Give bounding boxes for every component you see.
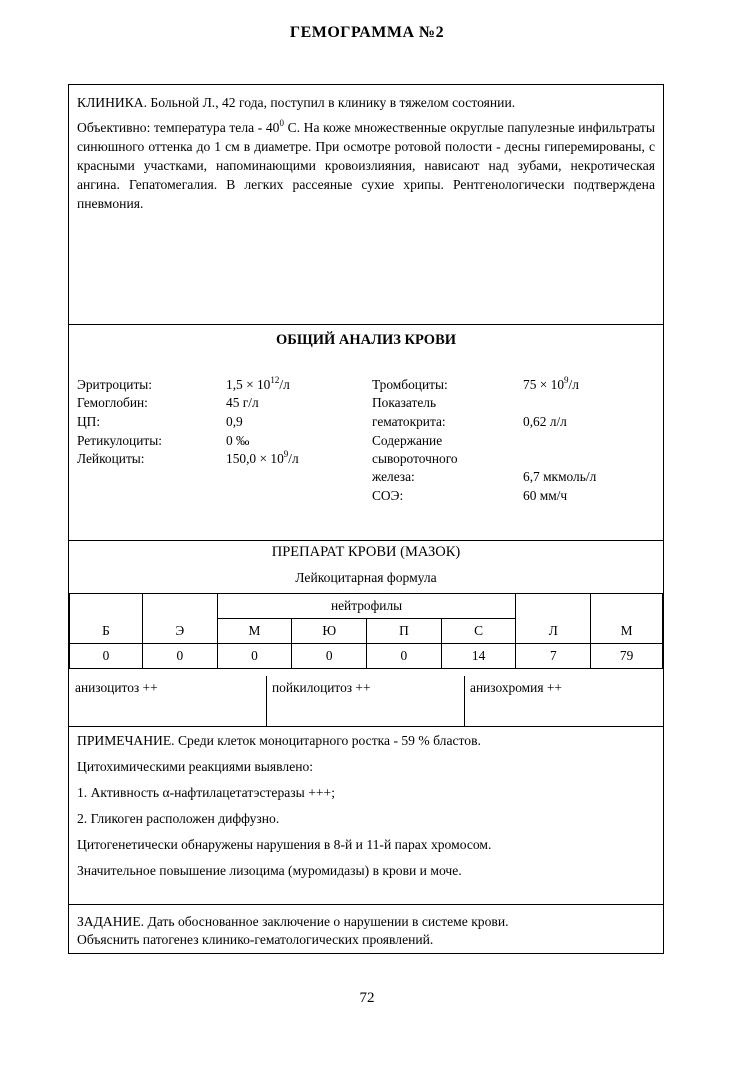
neutrophils-header: нейтрофилы xyxy=(217,594,516,619)
ci-value: 0,9 xyxy=(226,414,243,429)
blood-analysis-heading: ОБЩИЙ АНАЛИЗ КРОВИ xyxy=(275,332,457,348)
col-header-band: П xyxy=(367,619,442,644)
erythrocytes-exponent: 12 xyxy=(270,375,280,385)
note-line: 1. Активность α-нафтилацетатэстеразы +++; xyxy=(77,785,335,800)
leukocytes-unit: /л xyxy=(288,451,299,466)
clinic-intro: КЛИНИКА. Больной Л., 42 года, поступил в клинику в тяжелом состоянии. xyxy=(77,95,516,110)
erythrocytes-number: 1,5 × 10 xyxy=(226,377,271,392)
note-line: 2. Гликоген расположен диффузно. xyxy=(77,811,280,826)
blood-analysis-section xyxy=(69,329,663,349)
smear-section xyxy=(69,544,663,561)
leukocytes-value xyxy=(226,449,299,468)
divider xyxy=(69,324,663,325)
note-line: Значительное повышение лизоцима (муромидазы) в крови и моче. xyxy=(77,863,462,878)
iron-label-line2: сывороточного xyxy=(372,451,458,466)
value-basophils: 0 xyxy=(70,644,143,669)
hematocrit-value: 0,62 л/л xyxy=(523,414,567,429)
iron-label-line1: Содержание xyxy=(372,433,443,448)
table-cell xyxy=(516,594,591,619)
hematocrit-label-line2: гематокрита: xyxy=(372,414,446,429)
anisochromia: анизохромия ++ xyxy=(470,680,562,695)
page-title: ГЕМОГРАММА №2 xyxy=(289,24,445,41)
col-header-basophils: Б xyxy=(70,619,143,644)
platelets-number: 75 × 10 xyxy=(523,377,565,392)
leukocytes-number: 150,0 × 10 xyxy=(226,451,284,466)
value-myelocytes: 0 xyxy=(217,644,292,669)
value-eosinophils: 0 xyxy=(142,644,217,669)
hemogram-frame xyxy=(68,84,664,954)
reticulocytes-label: Ретикулоциты: xyxy=(77,433,162,448)
leukocyte-formula-table xyxy=(69,593,663,669)
esr-value: 60 мм/ч xyxy=(523,488,568,503)
anisocytosis: анизоцитоз ++ xyxy=(75,680,158,695)
task-line: Объяснить патогенез клинико-гематологических проявлений. xyxy=(77,932,434,947)
platelets-exponent: 9 xyxy=(564,375,569,385)
leukocyte-formula-heading: Лейкоцитарная формула xyxy=(295,570,437,585)
page-number: 72 xyxy=(359,990,375,1006)
ci-label: ЦП: xyxy=(77,414,101,429)
task-section xyxy=(69,913,663,949)
leukocytes-exponent: 9 xyxy=(283,449,289,459)
note-line: ПРИМЕЧАНИЕ. Среди клеток моноцитарного ростка - 59 % бластов. xyxy=(77,733,481,748)
clinic-objective xyxy=(77,118,655,213)
leukocytes-label: Лейкоциты: xyxy=(77,451,145,466)
value-metamyelocytes: 0 xyxy=(292,644,367,669)
hematocrit-label-line1: Показатель xyxy=(372,395,437,410)
col-header-segmented: С xyxy=(441,619,516,644)
note-line: Цитогенетически обнаружены нарушения в 8-й и 11-й парах хромосом. xyxy=(77,837,492,852)
hemoglobin-value: 45 г/л xyxy=(226,395,259,410)
platelets-label: Тромбоциты: xyxy=(372,377,448,392)
value-band: 0 xyxy=(367,644,442,669)
divider xyxy=(69,540,663,541)
note-section xyxy=(69,734,663,890)
table-cell xyxy=(70,594,143,619)
platelets-value xyxy=(523,375,579,394)
col-header-metamyelocytes: Ю xyxy=(292,619,367,644)
erythrocytes-unit: /л xyxy=(279,377,290,392)
smear-heading: ПРЕПАРАТ КРОВИ (МАЗОК) xyxy=(271,544,461,560)
esr-label: СОЭ: xyxy=(372,488,404,503)
task-line: ЗАДАНИЕ. Дать обоснованное заключение о нарушении в системе крови. xyxy=(77,914,509,929)
table-cell xyxy=(142,594,217,619)
value-segmented: 14 xyxy=(441,644,516,669)
col-header-eosinophils: Э xyxy=(142,619,217,644)
platelets-unit: /л xyxy=(568,377,579,392)
value-lymphocytes: 7 xyxy=(516,644,591,669)
objective-text-start: Объективно: температура тела - 40 xyxy=(77,120,280,135)
note-line: Цитохимическими реакциями выявлено: xyxy=(77,759,314,774)
reticulocytes-value: 0 ‰ xyxy=(226,433,250,448)
iron-label-line3: железа: xyxy=(372,469,415,484)
objective-text-rest: С. На коже множественные округлые папулезные инфильтраты синюшного оттенка до 1 см в диаметре. При осмотре ротовой полости - десны гиперемированы, с красными участками, напоминающими кровоизлияния, нависают над зубами, некротическая ангина. Гепатомегалия. В легких рассеяные сухие хрипы. Рентгенологически подтверждена пневмония. xyxy=(77,120,655,211)
morphology-row xyxy=(69,676,663,726)
col-header-myelocytes: М xyxy=(217,619,292,644)
erythrocytes-label: Эритроциты: xyxy=(77,377,153,392)
divider xyxy=(69,726,663,727)
col-header-monocytes: М xyxy=(591,619,663,644)
col-header-lymphocytes: Л xyxy=(516,619,591,644)
temperature-degree: 0 xyxy=(279,118,284,128)
erythrocytes-value xyxy=(226,375,290,394)
iron-value: 6,7 мкмоль/л xyxy=(523,469,597,484)
hemoglobin-label: Гемоглобин: xyxy=(77,395,148,410)
divider xyxy=(69,904,663,905)
clinic-section xyxy=(69,93,663,213)
poikilocytosis: пойкилоцитоз ++ xyxy=(272,680,371,695)
table-cell xyxy=(591,594,663,619)
value-monocytes: 79 xyxy=(591,644,663,669)
